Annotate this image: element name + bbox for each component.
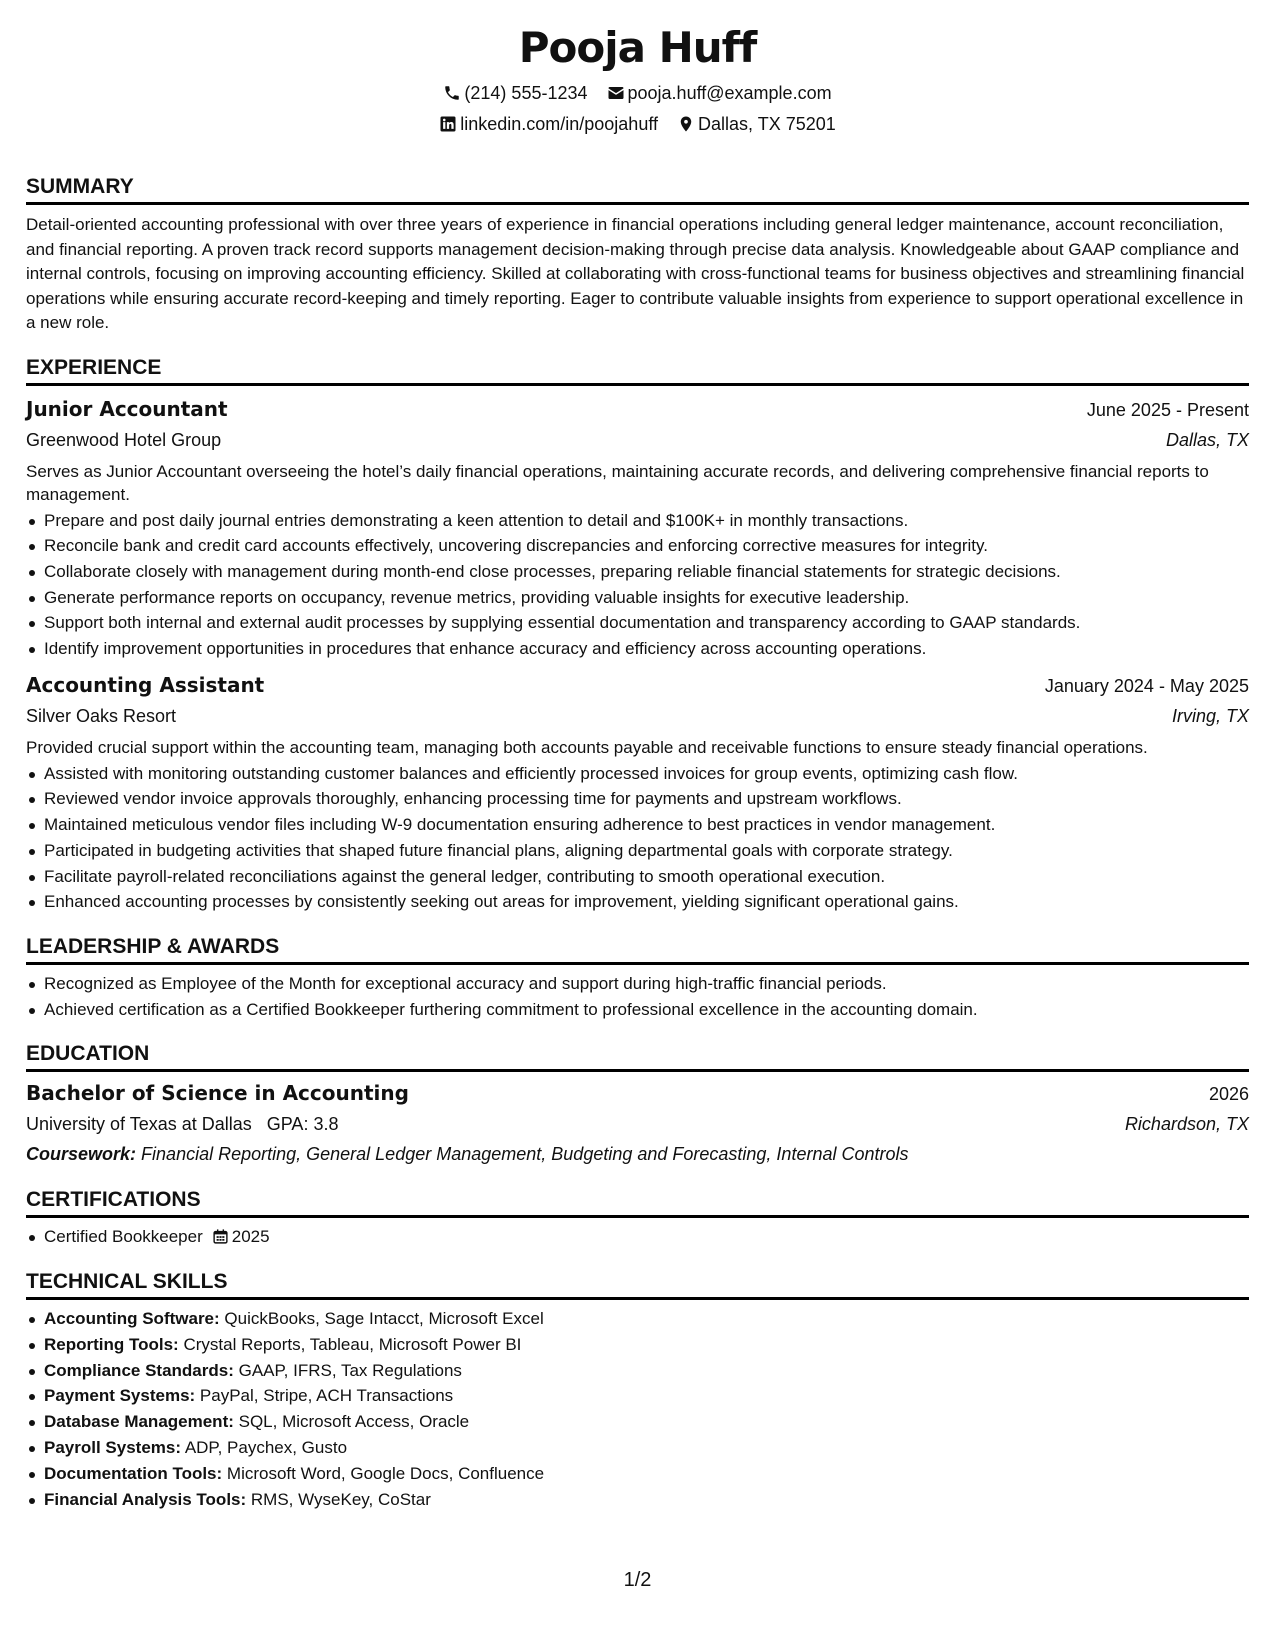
list-item: Reconcile bank and credit card accounts effectively, uncovering discrepancies and enforcing corrective measures for integrity.	[44, 533, 1249, 559]
resume-content	[26, 20, 1249, 1512]
certifications-heading: CERTIFICATIONS	[26, 1188, 1249, 1218]
school-name: University of Texas at Dallas	[26, 1114, 252, 1135]
list-item	[44, 1224, 1249, 1250]
location-text: Dallas, TX 75201	[698, 114, 836, 134]
page-number: 1/2	[623, 1569, 652, 1591]
list-item: Prepare and post daily journal entries demonstrating a keen attention to detail and $100K+ in monthly transactions.	[44, 508, 1249, 534]
skill-value: SQL, Microsoft Access, Oracle	[238, 1412, 470, 1432]
list-item	[44, 1487, 1249, 1513]
job-title: Accounting Assistant	[26, 672, 265, 697]
skill-label: Database Management:	[44, 1412, 234, 1432]
envelope-icon	[607, 83, 628, 103]
list-item: Participated in budgeting activities that shaped future financial plans, aligning departmental goals with corporate strategy.	[44, 838, 1249, 864]
coursework-line	[26, 1140, 1249, 1168]
list-item	[44, 1383, 1249, 1409]
map-pin-icon	[677, 114, 698, 134]
list-item: Reviewed vendor invoice approvals thoroughly, enhancing processing time for payments and upstream workflows.	[44, 786, 1249, 812]
certification-year: 2025	[231, 1227, 270, 1247]
job-title: Junior Accountant	[26, 396, 228, 421]
company-name: Greenwood Hotel Group	[26, 429, 222, 450]
list-item: Recognized as Employee of the Month for exceptional accuracy and support during high-traffic financial periods.	[44, 971, 1249, 997]
experience-heading: EXPERIENCE	[26, 356, 1249, 386]
skill-value: Crystal Reports, Tableau, Microsoft Power BI	[183, 1334, 522, 1354]
skill-label: Payment Systems:	[44, 1386, 196, 1406]
certification-name: Certified Bookkeeper	[44, 1227, 203, 1247]
company-name: Silver Oaks Resort	[26, 705, 177, 726]
list-item: Achieved certification as a Certified Bookkeeper furthering commitment to professional excellence in the accounting domain.	[44, 997, 1249, 1023]
linkedin-item[interactable]	[439, 113, 658, 135]
email-link[interactable]: pooja.huff@example.com	[627, 83, 832, 103]
list-item: Support both internal and external audit processes by supplying essential documentation and transparency according to GAAP standards.	[44, 610, 1249, 636]
list-item	[44, 1358, 1249, 1384]
leadership-list	[26, 971, 1249, 1022]
email-item[interactable]	[607, 82, 832, 104]
skills-heading: TECHNICAL SKILLS	[26, 1270, 1249, 1300]
phone-icon	[443, 83, 464, 103]
graduation-year: 2026	[1208, 1084, 1249, 1105]
phone-item	[443, 82, 587, 104]
job-description: Serves as Junior Accountant overseeing the hotel’s daily financial operations, maintaining accurate records, and delivering comprehensive financial reports to management.	[26, 461, 1209, 504]
skill-label: Compliance Standards:	[44, 1360, 234, 1380]
education-entry	[26, 1079, 1249, 1168]
skill-label: Financial Analysis Tools:	[44, 1489, 247, 1509]
linkedin-icon	[439, 114, 460, 134]
calendar-icon	[203, 1227, 232, 1246]
list-item	[44, 1461, 1249, 1487]
location-item	[677, 113, 836, 135]
skill-value: GAAP, IFRS, Tax Regulations	[238, 1360, 462, 1380]
job-entry	[26, 671, 1249, 915]
job-bullets	[26, 761, 1249, 915]
skill-label: Documentation Tools:	[44, 1463, 223, 1483]
certifications-list	[26, 1224, 1249, 1250]
contact-line-1	[26, 82, 1249, 104]
list-item: Identify improvement opportunities in procedures that enhance accuracy and efficiency across accounting operations.	[44, 636, 1249, 662]
list-item: Generate performance reports on occupancy, revenue metrics, providing valuable insights for executive leadership.	[44, 585, 1249, 611]
job-entry	[26, 395, 1249, 662]
job-dates: June 2025 - Present	[1086, 399, 1249, 420]
list-item: Assisted with monitoring outstanding customer balances and efficiently processed invoices for group events, optimizing cash flow.	[44, 761, 1249, 787]
coursework-text: Financial Reporting, General Ledger Management, Budgeting and Forecasting, Internal Controls	[141, 1144, 909, 1165]
leadership-heading: LEADERSHIP & AWARDS	[26, 935, 1249, 965]
candidate-name: Pooja Huff	[518, 23, 757, 72]
job-location: Dallas, TX	[1165, 429, 1249, 450]
list-item	[44, 1332, 1249, 1358]
degree-title: Bachelor of Science in Accounting	[26, 1081, 409, 1106]
job-bullets	[26, 508, 1249, 662]
skill-label: Accounting Software:	[44, 1309, 220, 1329]
skill-value: QuickBooks, Sage Intacct, Microsoft Excel	[224, 1309, 544, 1329]
summary-heading: SUMMARY	[26, 175, 1249, 205]
list-item	[44, 1306, 1249, 1332]
school-location: Richardson, TX	[1124, 1114, 1249, 1135]
list-item	[44, 1435, 1249, 1461]
linkedin-link[interactable]: linkedin.com/in/poojahuff	[460, 114, 659, 134]
phone-text: (214) 555-1234	[464, 83, 588, 103]
skill-label: Payroll Systems:	[44, 1438, 182, 1458]
list-item: Enhanced accounting processes by consistently seeking out areas for improvement, yielding significant operational gains.	[44, 889, 1249, 915]
contact-line-2	[26, 113, 1249, 135]
list-item: Collaborate closely with management during month-end close processes, preparing reliable financial statements for strategic decisions.	[44, 559, 1249, 585]
education-heading: EDUCATION	[26, 1042, 1249, 1072]
skill-value: PayPal, Stripe, ACH Transactions	[199, 1386, 454, 1406]
skill-value: ADP, Paychex, Gusto	[184, 1438, 348, 1458]
coursework-label: Coursework:	[26, 1144, 137, 1165]
summary-text: Detail-oriented accounting professional with over three years of experience in financial operations including general ledger maintenance, account reconciliation, and financial reporting. A proven track record supports management decision-making through precise data analysis. Knowledgeable about GAAP compliance and internal controls, focusing on improving accounting efficiency. Skilled at collaborating with cross-functional teams for business objectives and streamlining financial operations while ensuring accurate record-keeping and timely reporting. Eager to contribute valuable insights from experience to support operational excellence in a new role.	[26, 215, 1245, 332]
skill-label: Reporting Tools:	[44, 1334, 179, 1354]
school-line	[26, 1110, 338, 1138]
job-description: Provided crucial support within the accounting team, managing both accounts payable and receivable functions to ensure steady financial operations.	[26, 737, 1148, 757]
job-location: Irving, TX	[1171, 705, 1249, 726]
list-item: Maintained meticulous vendor files including W-9 documentation ensuring adherence to best practices in vendor management.	[44, 812, 1249, 838]
list-item	[44, 1409, 1249, 1435]
gpa: GPA: 3.8	[266, 1114, 339, 1135]
skill-value: Microsoft Word, Google Docs, Confluence	[226, 1463, 545, 1483]
list-item: Facilitate payroll-related reconciliations against the general ledger, contributing to smooth operational execution.	[44, 864, 1249, 890]
skill-value: RMS, WyseKey, CoStar	[250, 1489, 431, 1509]
skills-list	[26, 1306, 1249, 1512]
job-dates: January 2024 - May 2025	[1044, 675, 1249, 696]
